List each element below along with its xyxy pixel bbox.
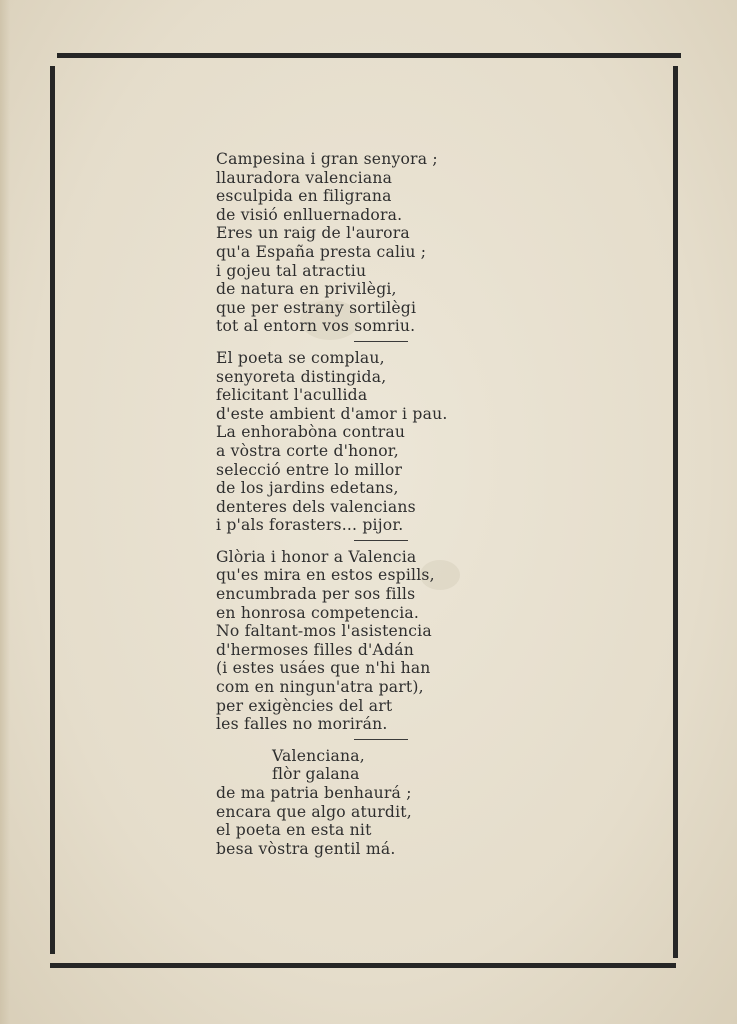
stanza-divider [354, 739, 408, 740]
poem-line: les falles no morirán. [216, 715, 388, 734]
poem-line: de ma patria benhaurá ; [216, 784, 412, 802]
poem-line: d'hermoses filles d'Adán [216, 640, 414, 659]
poem-line: Eres un raig de l'aurora [216, 224, 410, 243]
poem-line: com en ningun'atra part), [216, 678, 424, 697]
poem-line: No faltant-mos l'asistencia [216, 622, 432, 641]
border-rule-top [57, 53, 681, 58]
poem-stanza [216, 747, 476, 859]
poem-line: el poeta en esta nit [216, 821, 372, 840]
poem-stanza [216, 150, 476, 336]
poem-line: de natura en privilègi, [216, 280, 397, 299]
poem-line: senyoreta distingida, [216, 367, 387, 386]
poem-line: denteres dels valencians [216, 497, 416, 516]
poem-line: encumbrada per sos fills [216, 585, 416, 604]
border-rule-right [673, 66, 678, 958]
poem-line: a vòstra corte d'honor, [216, 441, 399, 460]
poem-line: Glòria i honor a Valencia [216, 547, 417, 566]
stanza-divider [354, 341, 408, 342]
poem-line: de los jardins edetans, [216, 479, 399, 498]
poem-line: de visió enlluernadora. [216, 205, 403, 224]
poem-line: tot al entorn vos somriu. [216, 317, 416, 336]
poem-line: felicitant l'acullida [216, 386, 368, 405]
border-rule-left [50, 66, 55, 954]
poem-line: i gojeu tal atractiu [216, 261, 367, 280]
poem-line: El poeta se complau, [216, 348, 385, 367]
poem-stanza [216, 349, 476, 535]
poem-line: flòr galana [272, 765, 360, 784]
poem-line: en honrosa competencia. [216, 603, 420, 622]
poem-line: qu'es mira en estos espills, [216, 566, 435, 585]
poem-line: Campesina i gran senyora ; [216, 150, 438, 168]
border-rule-bottom [50, 963, 676, 968]
poem-line: selecció entre lo millor [216, 460, 403, 479]
poem-line: encara que algo aturdit, [216, 802, 412, 821]
poem [216, 150, 476, 858]
poem-line: que per estrany sortilègi [216, 298, 417, 317]
stanza-divider [354, 540, 408, 541]
poem-line: Valenciana, [272, 746, 365, 765]
poem-line: (i estes usáes que n'hi han [216, 659, 431, 678]
poem-line: d'este ambient d'amor i pau. [216, 404, 448, 423]
poem-line: qu'a España presta caliu ; [216, 242, 427, 261]
page-spine-shadow [0, 0, 10, 1024]
poem-line: per exigències del art [216, 696, 393, 715]
poem-line: i p'als forasters... pijor. [216, 516, 404, 535]
poem-stanza [216, 548, 476, 734]
poem-line: esculpida en filigrana [216, 187, 392, 206]
poem-line: llauradora valenciana [216, 168, 393, 187]
poem-line: La enhorabòna contrau [216, 423, 406, 442]
poem-line: besa vòstra gentil má. [216, 839, 396, 858]
